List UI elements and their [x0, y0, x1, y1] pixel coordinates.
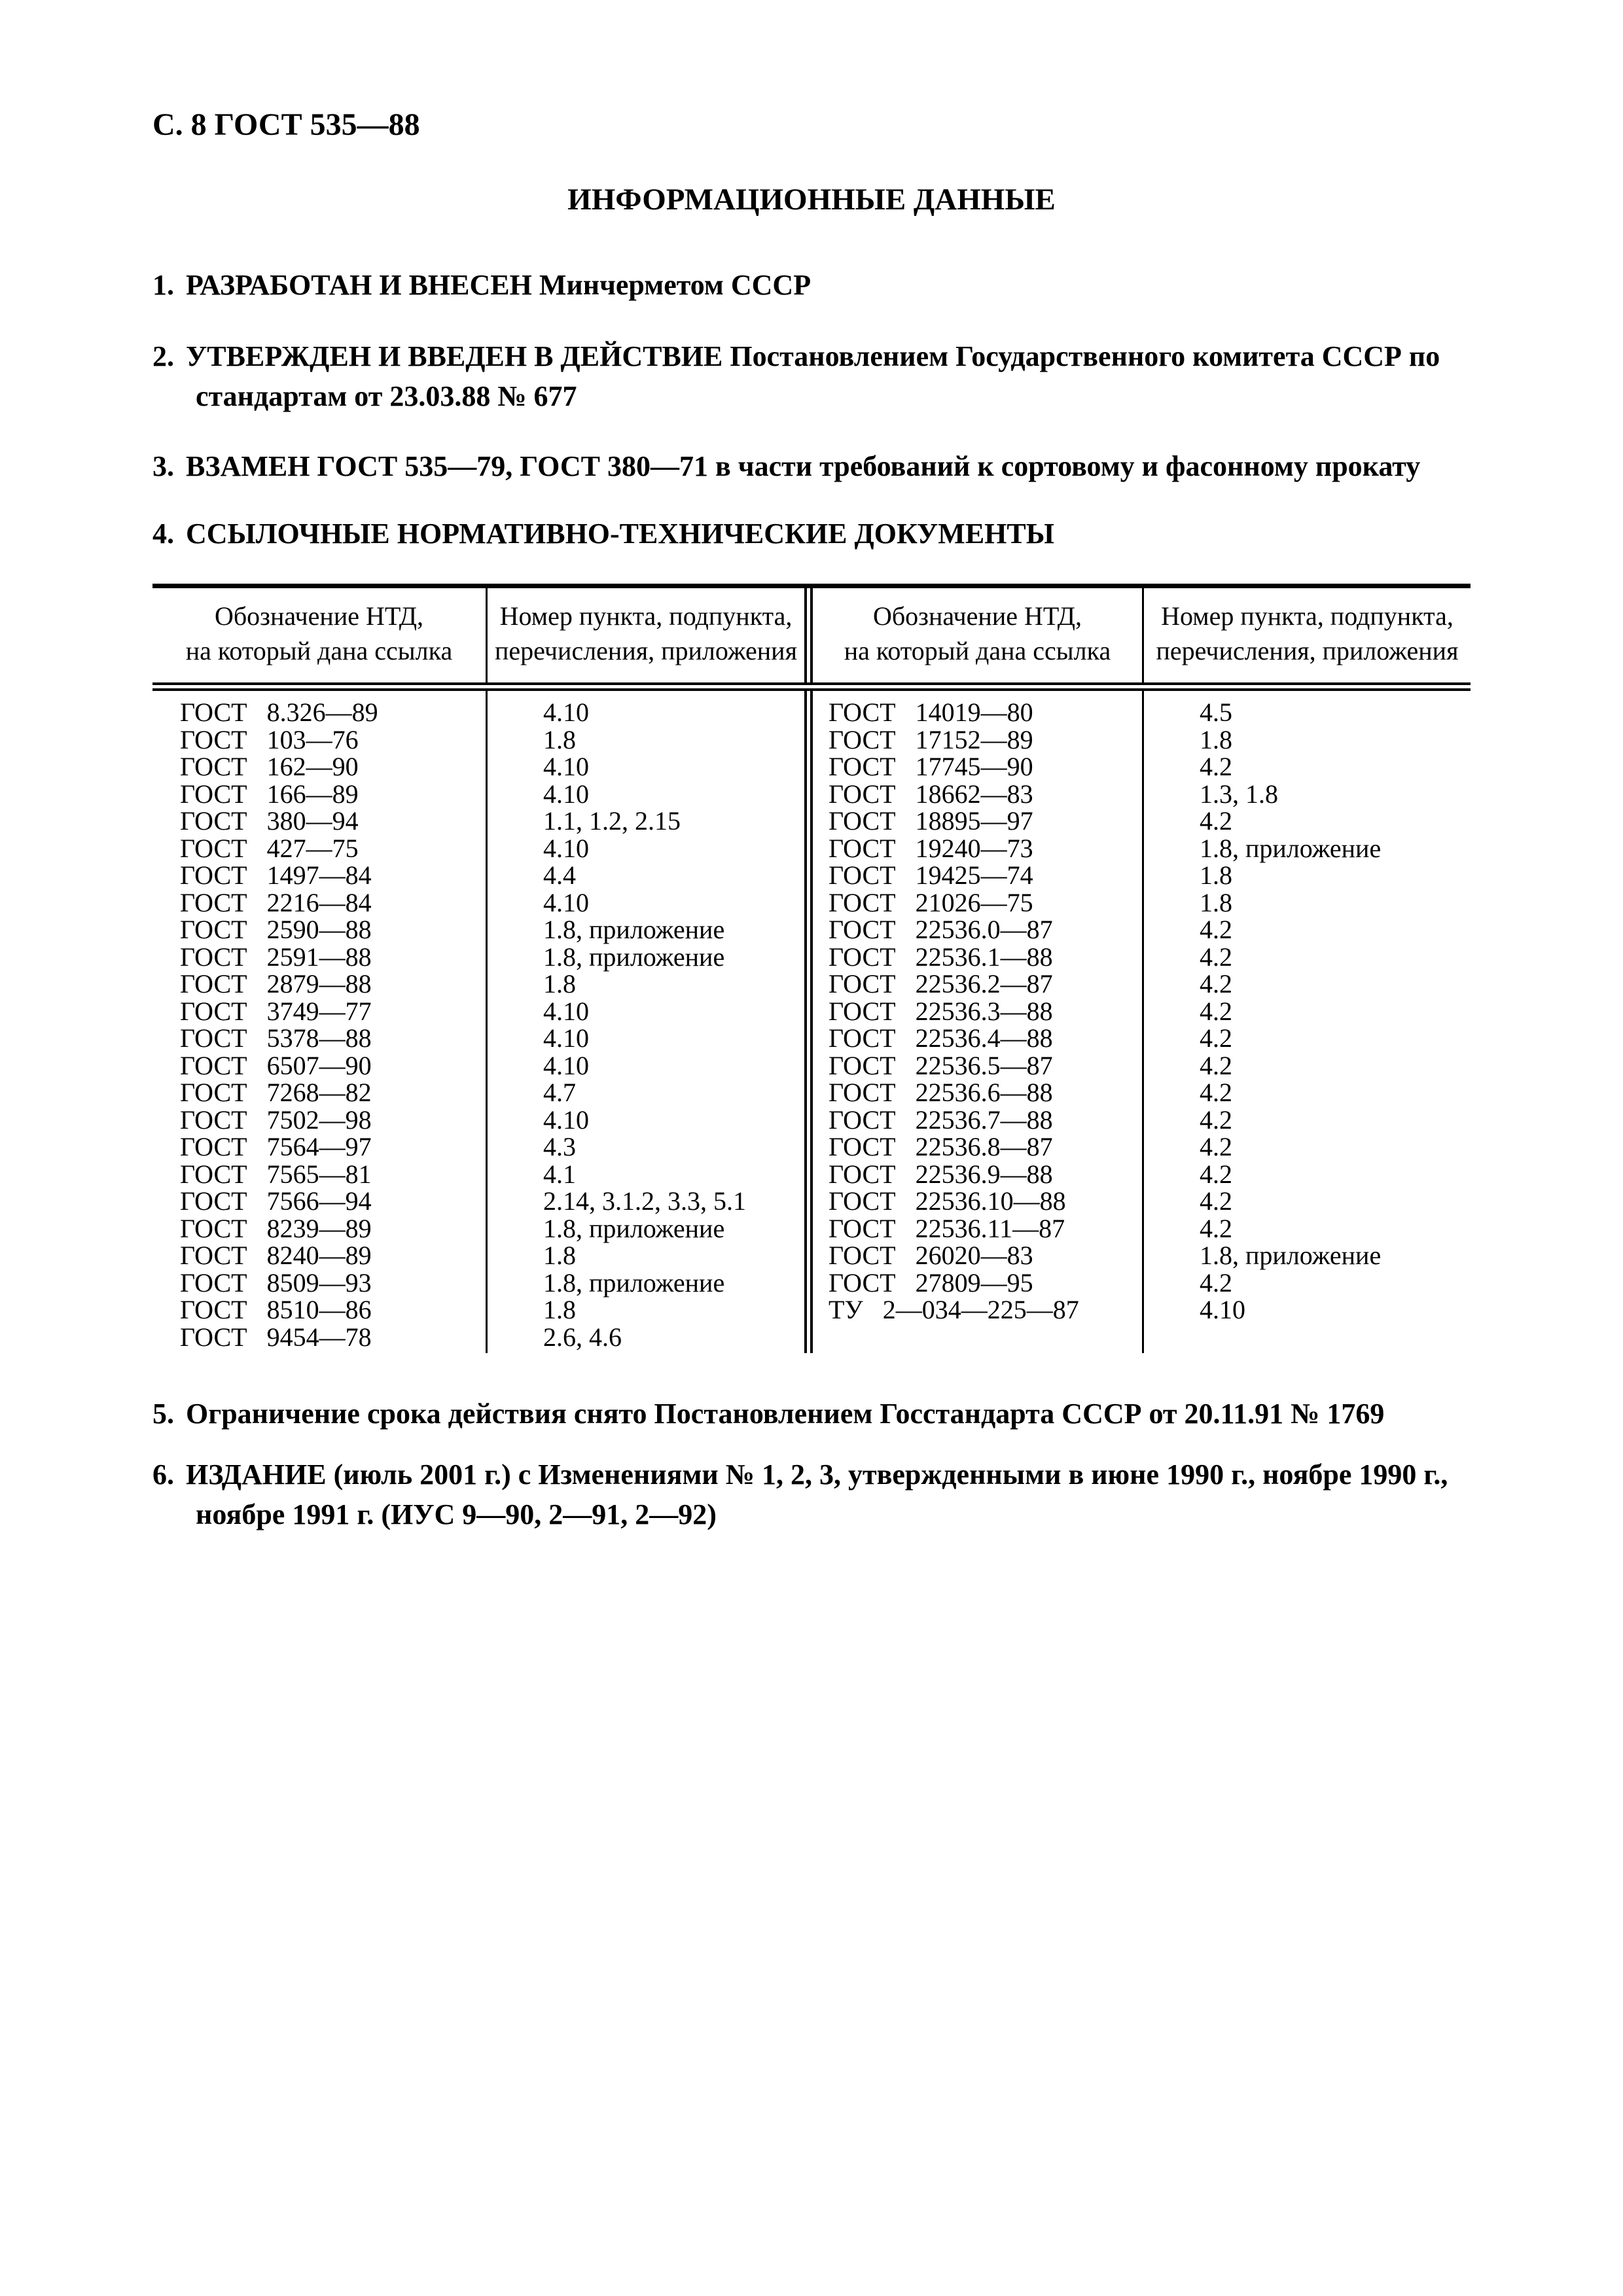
ntd-designation: ГОСТ 3749—77: [180, 996, 372, 1026]
th-line: Номер пункта, подпункта,: [1161, 601, 1454, 631]
ntd-designation: ГОСТ 8240—89: [180, 1241, 372, 1270]
ntd-designation: ГОСТ 22536.10—88: [829, 1186, 1066, 1216]
ntd-designation: ГОСТ 27809—95: [829, 1267, 1033, 1298]
ntd-designation: ГОСТ 22536.1—88: [829, 942, 1053, 972]
ntd-designation: ГОСТ 7502—98: [180, 1104, 372, 1135]
item-6: [152, 1455, 1471, 1534]
clause-ref: 4.10: [1200, 1295, 1245, 1324]
th-clause-left: [488, 588, 813, 682]
clause-ref: 4.10: [543, 698, 589, 727]
right-ref-col: [1144, 691, 1471, 1353]
ntd-designation: ГОСТ 8239—89: [180, 1213, 372, 1243]
clause-ref: 4.2: [1200, 915, 1232, 944]
item-2-number: 2.: [152, 340, 174, 372]
clause-ref: 4.2: [1200, 752, 1232, 781]
clause-ref: 1.8, приложение: [1200, 1241, 1382, 1270]
ntd-designation: ГОСТ 22536.8—87: [829, 1132, 1053, 1161]
clause-ref: 1.8, приложение: [543, 1213, 725, 1243]
references-table: [152, 584, 1471, 1353]
references-table-body: [152, 691, 1471, 1353]
item-4: [152, 514, 1471, 554]
clause-ref: 1.8, приложение: [1200, 833, 1382, 863]
clause-ref: 1.8: [1200, 887, 1232, 917]
clause-ref: 4.10: [543, 887, 589, 917]
th-line: перечисления, приложения: [495, 636, 797, 665]
clause-ref: 1.8: [1200, 724, 1232, 754]
clause-ref: 4.2: [1200, 1104, 1232, 1135]
th-line: Обозначение НТД,: [214, 601, 424, 631]
item-4-number: 4.: [152, 518, 174, 550]
ntd-designation: ГОСТ 162—90: [180, 752, 359, 781]
clause-ref: 4.10: [543, 1023, 589, 1053]
th-designation-right: [813, 588, 1144, 682]
clause-ref: 1.8: [1200, 860, 1232, 890]
clause-ref: 1.8: [543, 969, 576, 998]
clause-ref: 4.4: [543, 860, 576, 890]
clause-ref: 1.8: [543, 1295, 576, 1324]
ntd-designation: ГОСТ 17745—90: [829, 752, 1033, 781]
clause-ref: 4.10: [543, 779, 589, 809]
clause-ref: 4.1: [543, 1159, 576, 1189]
ntd-designation: ГОСТ 22536.11—87: [829, 1213, 1065, 1243]
th-line: Обозначение НТД,: [872, 601, 1082, 631]
clause-ref: 1.8: [543, 724, 576, 754]
ntd-designation: ГОСТ 7268—82: [180, 1078, 372, 1107]
ntd-designation: ГОСТ 1497—84: [180, 860, 372, 890]
clause-ref: 4.10: [543, 996, 589, 1026]
ntd-designation: ГОСТ 2590—88: [180, 915, 372, 944]
document-title: ИНФОРМАЦИОННЫЕ ДАННЫЕ: [567, 183, 1056, 217]
clause-ref: 4.2: [1200, 1186, 1232, 1216]
ntd-designation: ГОСТ 380—94: [180, 806, 359, 836]
clause-ref: 2.6, 4.6: [543, 1322, 622, 1352]
clause-ref: 4.2: [1200, 1132, 1232, 1161]
ntd-designation: ГОСТ 19240—73: [829, 833, 1033, 863]
item-1: [152, 265, 1471, 305]
ntd-designation: ГОСТ 22536.6—88: [829, 1078, 1053, 1107]
ntd-designation: ГОСТ 7566—94: [180, 1186, 372, 1216]
ntd-designation: ГОСТ 22536.2—87: [829, 969, 1053, 998]
references-table-header: [152, 588, 1471, 691]
item-3-text: ВЗАМЕН ГОСТ 535—79, ГОСТ 380—71 в части требований к сортовому и фасонному прокату: [186, 450, 1421, 482]
item-6-number: 6.: [152, 1458, 174, 1491]
ntd-designation: ГОСТ 166—89: [180, 779, 359, 809]
page-header: С. 8 ГОСТ 535—88: [152, 107, 420, 142]
item-4-text: ССЫЛОЧНЫЕ НОРМАТИВНО-ТЕХНИЧЕСКИЕ ДОКУМЕНТЫ: [186, 518, 1054, 550]
clause-ref: 4.2: [1200, 806, 1232, 836]
th-line: на который дана ссылка: [844, 636, 1111, 665]
ntd-designation: ГОСТ 2216—84: [180, 887, 372, 917]
ntd-designation: ГОСТ 17152—89: [829, 724, 1033, 754]
ntd-designation: ГОСТ 22536.4—88: [829, 1023, 1053, 1053]
ntd-designation: ГОСТ 19425—74: [829, 860, 1033, 890]
clause-ref: 4.2: [1200, 1267, 1232, 1298]
clause-ref: 4.10: [543, 1104, 589, 1135]
ntd-designation: ГОСТ 2879—88: [180, 969, 372, 998]
ntd-designation: ГОСТ 5378—88: [180, 1023, 372, 1053]
clause-ref: 4.2: [1200, 996, 1232, 1026]
ntd-designation: ГОСТ 8.326—89: [180, 698, 378, 727]
item-3: [152, 446, 1471, 486]
th-line: перечисления, приложения: [1156, 636, 1459, 665]
left-name-col: [152, 691, 488, 1353]
clause-ref: 4.10: [543, 752, 589, 781]
clause-ref: 4.10: [543, 1050, 589, 1080]
ntd-designation: ГОСТ 22536.0—87: [829, 915, 1053, 944]
ntd-designation: ГОСТ 18662—83: [829, 779, 1033, 809]
ntd-designation: ГОСТ 14019—80: [829, 698, 1033, 727]
clause-ref: 1.1, 1.2, 2.15: [543, 806, 681, 836]
item-3-number: 3.: [152, 450, 174, 482]
clause-ref: 1.8: [543, 1241, 576, 1270]
clause-ref: 4.2: [1200, 1213, 1232, 1243]
clause-ref: 4.3: [543, 1132, 576, 1161]
clause-ref: 4.10: [543, 833, 589, 863]
th-line: Номер пункта, подпункта,: [499, 601, 793, 631]
clause-ref: 1.8, приложение: [543, 1267, 725, 1298]
clause-ref: 4.5: [1200, 698, 1232, 727]
left-ref-col: [488, 691, 813, 1353]
clause-ref: 4.2: [1200, 969, 1232, 998]
item-1-text: РАЗРАБОТАН И ВНЕСЕН Минчерметом СССР: [186, 269, 812, 301]
ntd-designation: ГОСТ 21026—75: [829, 887, 1033, 917]
ntd-designation: ГОСТ 9454—78: [180, 1322, 372, 1352]
ntd-designation: ГОСТ 22536.9—88: [829, 1159, 1053, 1189]
clause-ref: 4.7: [543, 1078, 576, 1107]
clause-ref: 4.2: [1200, 1078, 1232, 1107]
clause-ref: 2.14, 3.1.2, 3.3, 5.1: [543, 1186, 746, 1216]
clause-ref: 1.3, 1.8: [1200, 779, 1278, 809]
ntd-designation: ГОСТ 8510—86: [180, 1295, 372, 1324]
th-line: на который дана ссылка: [185, 636, 453, 665]
ntd-designation: ГОСТ 7565—81: [180, 1159, 372, 1189]
item-5-text: Ограничение срока действия снято Постановлением Госстандарта СССР от 20.11.91 № 1769: [186, 1398, 1385, 1430]
ntd-designation: ГОСТ 103—76: [180, 724, 359, 754]
item-6-text: ИЗДАНИЕ (июль 2001 г.) с Изменениями № 1, 2, 3, утвержденными в июне 1990 г., ноябре 1990 г., ноябре 1991 г. (ИУС 9—90, 2—91, 2—92): [186, 1458, 1448, 1530]
clause-ref: 1.8, приложение: [543, 915, 725, 944]
item-2-text: УТВЕРЖДЕН И ВВЕДЕН В ДЕЙСТВИЕ Постановлением Государственного комитета СССР по стандартам от 23.03.88 № 677: [186, 340, 1440, 412]
ntd-designation: ГОСТ 6507—90: [180, 1050, 372, 1080]
th-clause-right: [1144, 588, 1471, 682]
ntd-designation: ГОСТ 2591—88: [180, 942, 372, 972]
ntd-designation: ГОСТ 22536.5—87: [829, 1050, 1053, 1080]
ntd-designation: ТУ 2—034—225—87: [829, 1295, 1079, 1324]
ntd-designation: ГОСТ 427—75: [180, 833, 359, 863]
clause-ref: 4.2: [1200, 1159, 1232, 1189]
item-1-number: 1.: [152, 269, 174, 301]
clause-ref: 4.2: [1200, 1023, 1232, 1053]
item-5: [152, 1394, 1471, 1434]
right-name-col: [813, 691, 1144, 1353]
ntd-designation: ГОСТ 18895—97: [829, 806, 1033, 836]
ntd-designation: ГОСТ 8509—93: [180, 1267, 372, 1298]
item-2: [152, 336, 1471, 416]
clause-ref: 4.2: [1200, 1050, 1232, 1080]
ntd-designation: ГОСТ 7564—97: [180, 1132, 372, 1161]
clause-ref: 4.2: [1200, 942, 1232, 972]
clause-ref: 1.8, приложение: [543, 942, 725, 972]
ntd-designation: ГОСТ 22536.7—88: [829, 1104, 1053, 1135]
item-5-number: 5.: [152, 1398, 174, 1430]
ntd-designation: ГОСТ 22536.3—88: [829, 996, 1053, 1026]
ntd-designation: ГОСТ 26020—83: [829, 1241, 1033, 1270]
th-designation-left: [152, 588, 488, 682]
